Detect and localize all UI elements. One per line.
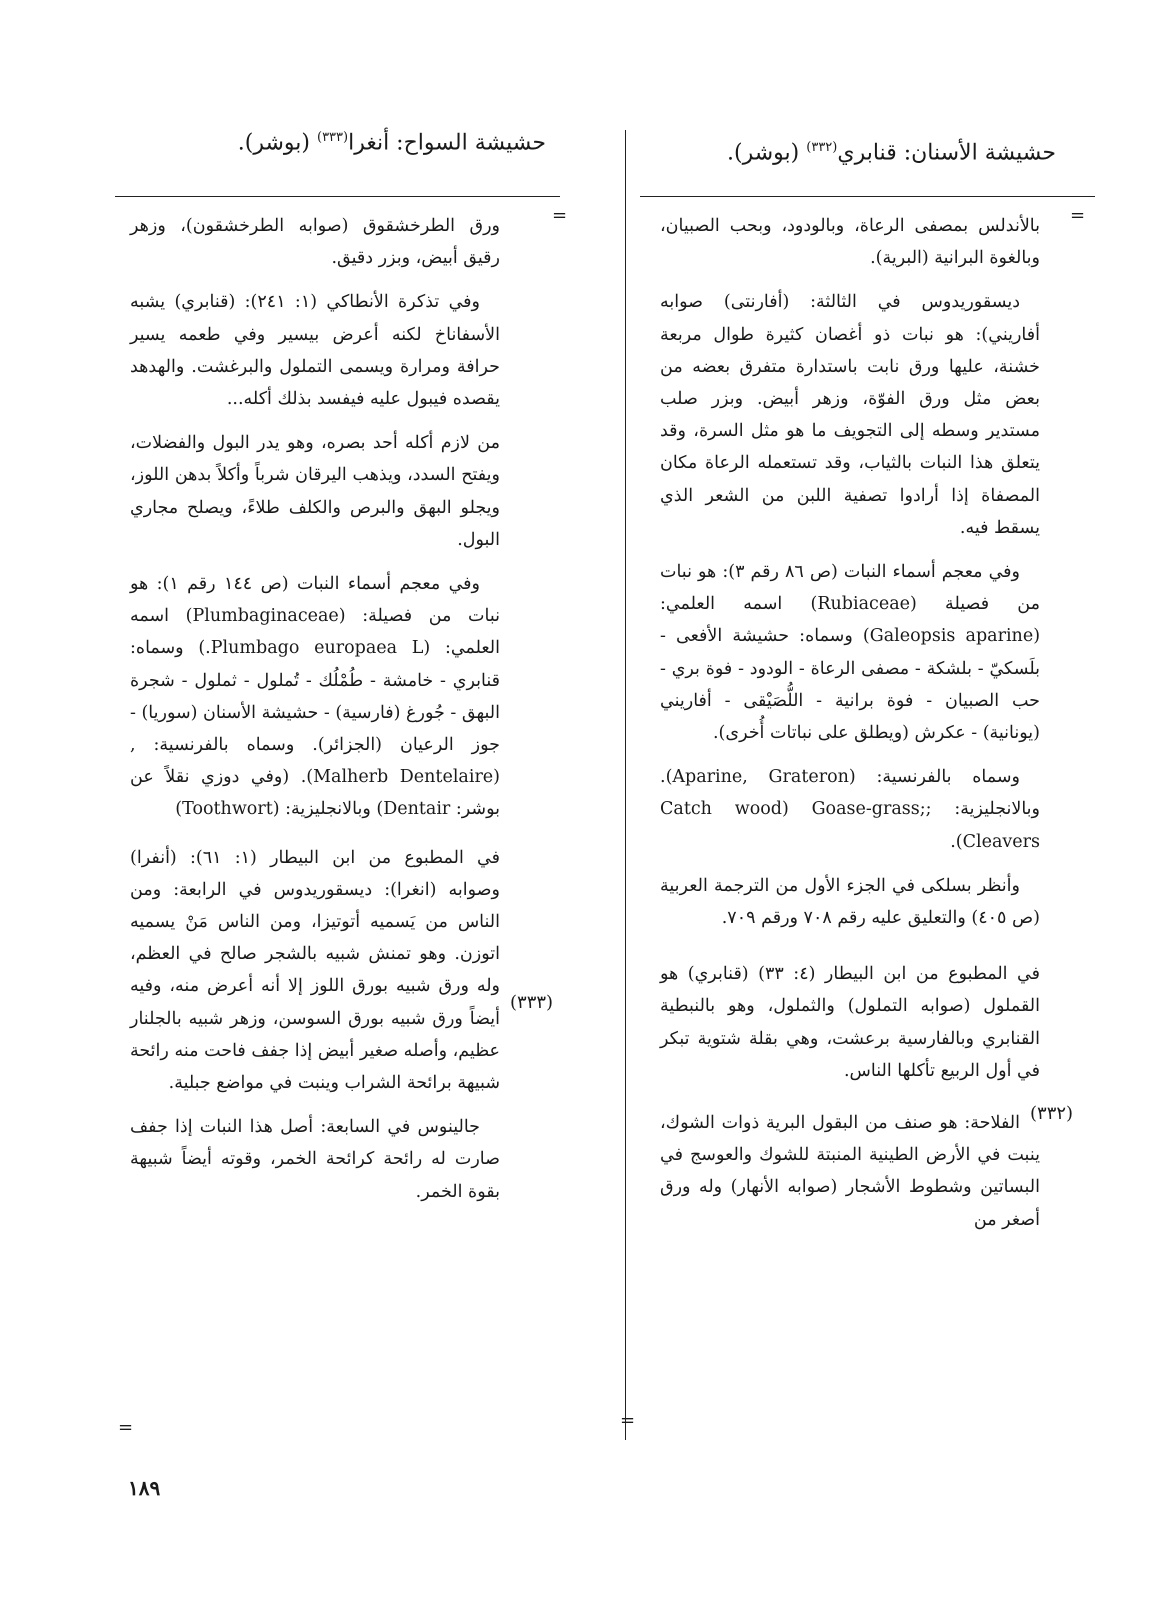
footnote-number-333: (٣٣٣) bbox=[510, 992, 554, 1013]
right-column-title bbox=[727, 140, 1056, 165]
paragraph: وأنظر بسلكى في الجزء الأول من الترجمة العربية (ص ٤٠٥) والتعليق عليه رقم ٧٠٨ ورقم ٧٠٩. bbox=[660, 875, 1040, 929]
continuation-mark: = bbox=[1070, 205, 1086, 226]
paragraph: بالأندلس بمصفى الرعاة، وبالودود، وبحب الصبيان، وبالغوة البرانية (البرية). bbox=[660, 216, 1040, 269]
paragraph: وسماه بالفرنسية: (Aparine, Grateron). وبالانجليزية: ;Catch wood) Goase-grass; Cleavers). bbox=[660, 767, 1040, 852]
footnote-333: في المطبوع من ابن البيطار (١: ٦١): (أنفرا) وصوابه (انغرا): ديسقوريدوس في الرابعة: ومن الناس من يَسميه أتوتيزا، ومن الناس مَنْ يسميه اتوزن. وهو تمنش شبيه بالشجر صالح في العظم، وله ورق شبيه بورق اللوز إلا أنه أعرض منه، وفيه أيضاً ورق شبيه بورق السوسن، وزهر شبيه بالجلنار عظيم، وأصله صغير أبيض إذا جفف فاحت منه رائحة شبيهة برائحة الشراب وينبت في مواضع جبلية. bbox=[130, 847, 500, 1094]
left-column bbox=[130, 210, 500, 1220]
paragraph: وفي تذكرة الأنطاكي (١: ٢٤١): (قنابري) يشبه الأسفاناخ لكنه أعرض بيسير وفي طعمه يسير حرافة ومرارة ويسمى التملول والبرغشت. والهدهد يقصده فيبول عليه فيفسد بذلك أكله... bbox=[130, 292, 500, 410]
continuation-mark: = bbox=[620, 1410, 636, 1431]
paragraph: ديسقوريدوس في الثالثة: (أفارنتى) صوابه أفاريني): هو نبات ذو أغصان كثيرة طوال مربعة خشنة، عليها ورق نابت باستدارة متفرق بعضه من بعض مثل ورق الفوّة، وزهر أبيض. وبزر صلب مستدير وسطه إلى التجويف ما هو مثل السرة، وقد يتعلق هذا النبات بالثياب، وقد تستعمله الرعاة مكان المصفاة إذا أرادوا تصفية اللبن من الشعر الذي يسقط فيه. bbox=[660, 292, 1040, 538]
right-title-text: حشيشة الأسنان: قنابري bbox=[837, 140, 1056, 166]
right-column bbox=[660, 210, 1040, 1248]
footnote-number-332: (٣٣٢) bbox=[1030, 1103, 1074, 1124]
continuation-mark: = bbox=[552, 205, 568, 226]
right-title-ref: (٣٣٢) bbox=[806, 140, 838, 155]
left-column-title bbox=[238, 130, 546, 155]
left-title-ref: (٣٣٣) bbox=[316, 130, 349, 145]
right-title-source: (بوشر). bbox=[727, 140, 800, 166]
paragraph: وفي معجم أسماء النبات (ص ١٤٤ رقم ١): هو نبات من فصيلة: (Plumbaginaceae) اسمه العلمي: (Plumbago europaea L.) وسماه: قنابري - خامشة - طُمْلُك - تُملول - ثملول - شجرة البهق - جُورغ (فارسية) - حشيشة الأسنان (سوريا) - جوز الرعيان (الجزائر). وسماه بالفرنسية: ,(Malherb Dentelaire). (وفي دوزي نقلاً عن بوشر: Dentair) وبالانجليزية: (Toothwort) bbox=[130, 574, 500, 820]
footnote-332: في المطبوع من ابن البيطار (٤: ٣٣) (قنابري) هو القملول (صوابه التملول) والثملول، وهو بالنبطية القنابري وبالفارسية برعشت، وهي بقلة شتوية تبكر في أول الربيع تأكلها الناس. bbox=[660, 964, 1040, 1081]
left-title-text: حشيشة السواح: أنغرا bbox=[348, 130, 546, 156]
paragraph: من لازم أكله أحد بصره، وهو يدر البول والفضلات، ويفتح السدد، ويذهب اليرقان شرباً وأكلاً بدهن اللوز، ويجلو البهق والبرص والكلف طلاءً، ويصلح مجاري البول. bbox=[130, 433, 500, 550]
column-divider bbox=[625, 130, 626, 1440]
left-title-source: (بوشر). bbox=[237, 130, 310, 156]
page-number: ١٨٩ bbox=[128, 1476, 161, 1500]
paragraph: الفلاحة: هو صنف من البقول البرية ذوات الشوك، ينبت في الأرض الطينية المنبتة للشوك والعوسج في البساتين وشطوط الأشجار (صوابه الأنهار) وله ورق أصغر من bbox=[660, 1113, 1040, 1230]
paragraph: وفي معجم أسماء النبات (ص ٨٦ رقم ٣): هو نبات من فصيلة (Rubiaceae) اسمه العلمي: (Galeopsis aparine) وسماه: حشيشة الأفعى - بلَسكيّ - بلشكة - مصفى الرعاة - الودود - فوة بري - حب الصبيان - فوة برانية - اللُّصَيْقى - أفاريني (يونانية) - عكرش (ويطلق على نباتات أُخرى). bbox=[660, 562, 1041, 744]
right-header-rule bbox=[640, 196, 1095, 197]
paragraph: ورق الطرخشقوق (صوابه الطرخشقون)، وزهر رقيق أبيض، وبزر دقيق. bbox=[130, 216, 500, 269]
left-header-rule bbox=[115, 196, 560, 197]
continuation-mark: = bbox=[118, 1417, 134, 1438]
paragraph: جالينوس في السابعة: أصل هذا النبات إذا جفف صارت له رائحة كرائحة الخمر، وقوته أيضاً شبيهة بقوة الخمر. bbox=[130, 1117, 500, 1202]
